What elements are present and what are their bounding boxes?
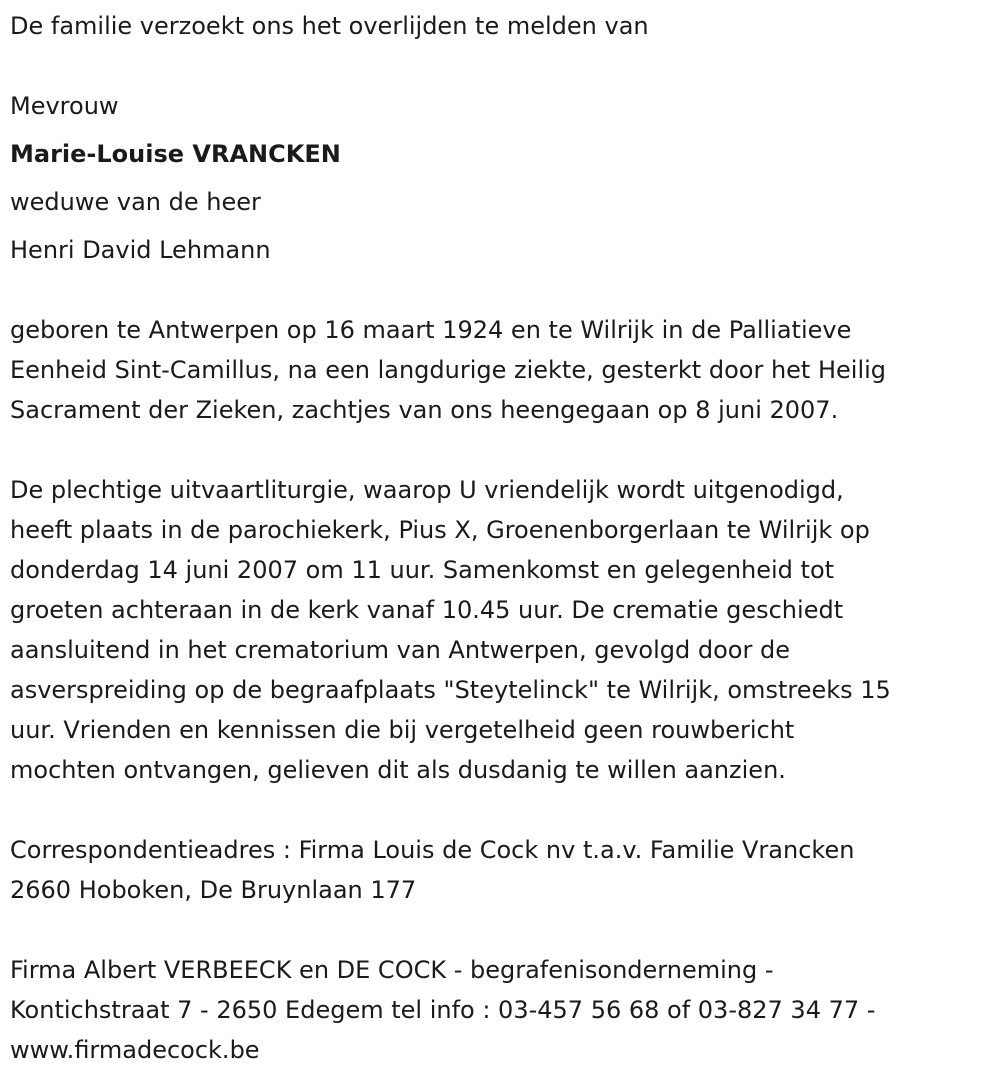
funeral-paragraph <box>10 470 985 790</box>
paragraph-line: geboren te Antwerpen op 16 maart 1924 en te Wilrijk in de Palliatieve <box>10 316 852 344</box>
paragraph-line: 2660 Hoboken, De Bruynlaan 177 <box>10 876 417 904</box>
paragraph-line: Firma Albert VERBEECK en DE COCK - begrafenisonderneming - <box>10 956 774 984</box>
paragraph-line: De plechtige uitvaartliturgie, waarop U vriendelijk wordt uitgenodigd, <box>10 476 844 504</box>
salutation: Mevrouw <box>10 92 119 120</box>
relation-text: weduwe van de heer <box>10 188 261 216</box>
paragraph-line: groeten achteraan in de kerk vanaf 10.45 uur. De crematie geschiedt <box>10 596 844 624</box>
paragraph-line: aansluitend in het crematorium van Antwerpen, gevolgd door de <box>10 636 790 664</box>
intro-text: De familie verzoekt ons het overlijden te melden van <box>10 12 649 40</box>
paragraph-line: mochten ontvangen, gelieven dit als dusdanig te willen aanzien. <box>10 756 786 784</box>
paragraph-line: donderdag 14 juni 2007 om 11 uur. Samenkomst en gelegenheid tot <box>10 556 835 584</box>
correspondence-paragraph <box>10 830 985 910</box>
deceased-name: Marie-Louise VRANCKEN <box>10 140 341 168</box>
paragraph-line: asverspreiding op de begraafplaats "Steytelinck" te Wilrijk, omstreeks 15 <box>10 676 891 704</box>
paragraph-line: www.firmadecock.be <box>10 1036 260 1064</box>
paragraph-line: heeft plaats in de parochiekerk, Pius X, Groenenborgerlaan te Wilrijk op <box>10 516 870 544</box>
paragraph-line: uur. Vrienden en kennissen die bij vergetelheid geen rouwbericht <box>10 716 795 744</box>
paragraph-line: Sacrament der Zieken, zachtjes van ons heengegaan op 8 juni 2007. <box>10 396 839 424</box>
birth-death-paragraph <box>10 310 985 430</box>
paragraph-line: Kontichstraat 7 - 2650 Edegem tel info : 03-457 56 68 of 03-827 34 77 - <box>10 996 876 1024</box>
paragraph-line: Eenheid Sint-Camillus, na een langdurige ziekte, gesterkt door het Heilig <box>10 356 887 384</box>
spouse-name: Henri David Lehmann <box>10 236 271 264</box>
undertaker-paragraph <box>10 950 985 1070</box>
paragraph-line: Correspondentieadres : Firma Louis de Cock nv t.a.v. Familie Vrancken <box>10 836 855 864</box>
